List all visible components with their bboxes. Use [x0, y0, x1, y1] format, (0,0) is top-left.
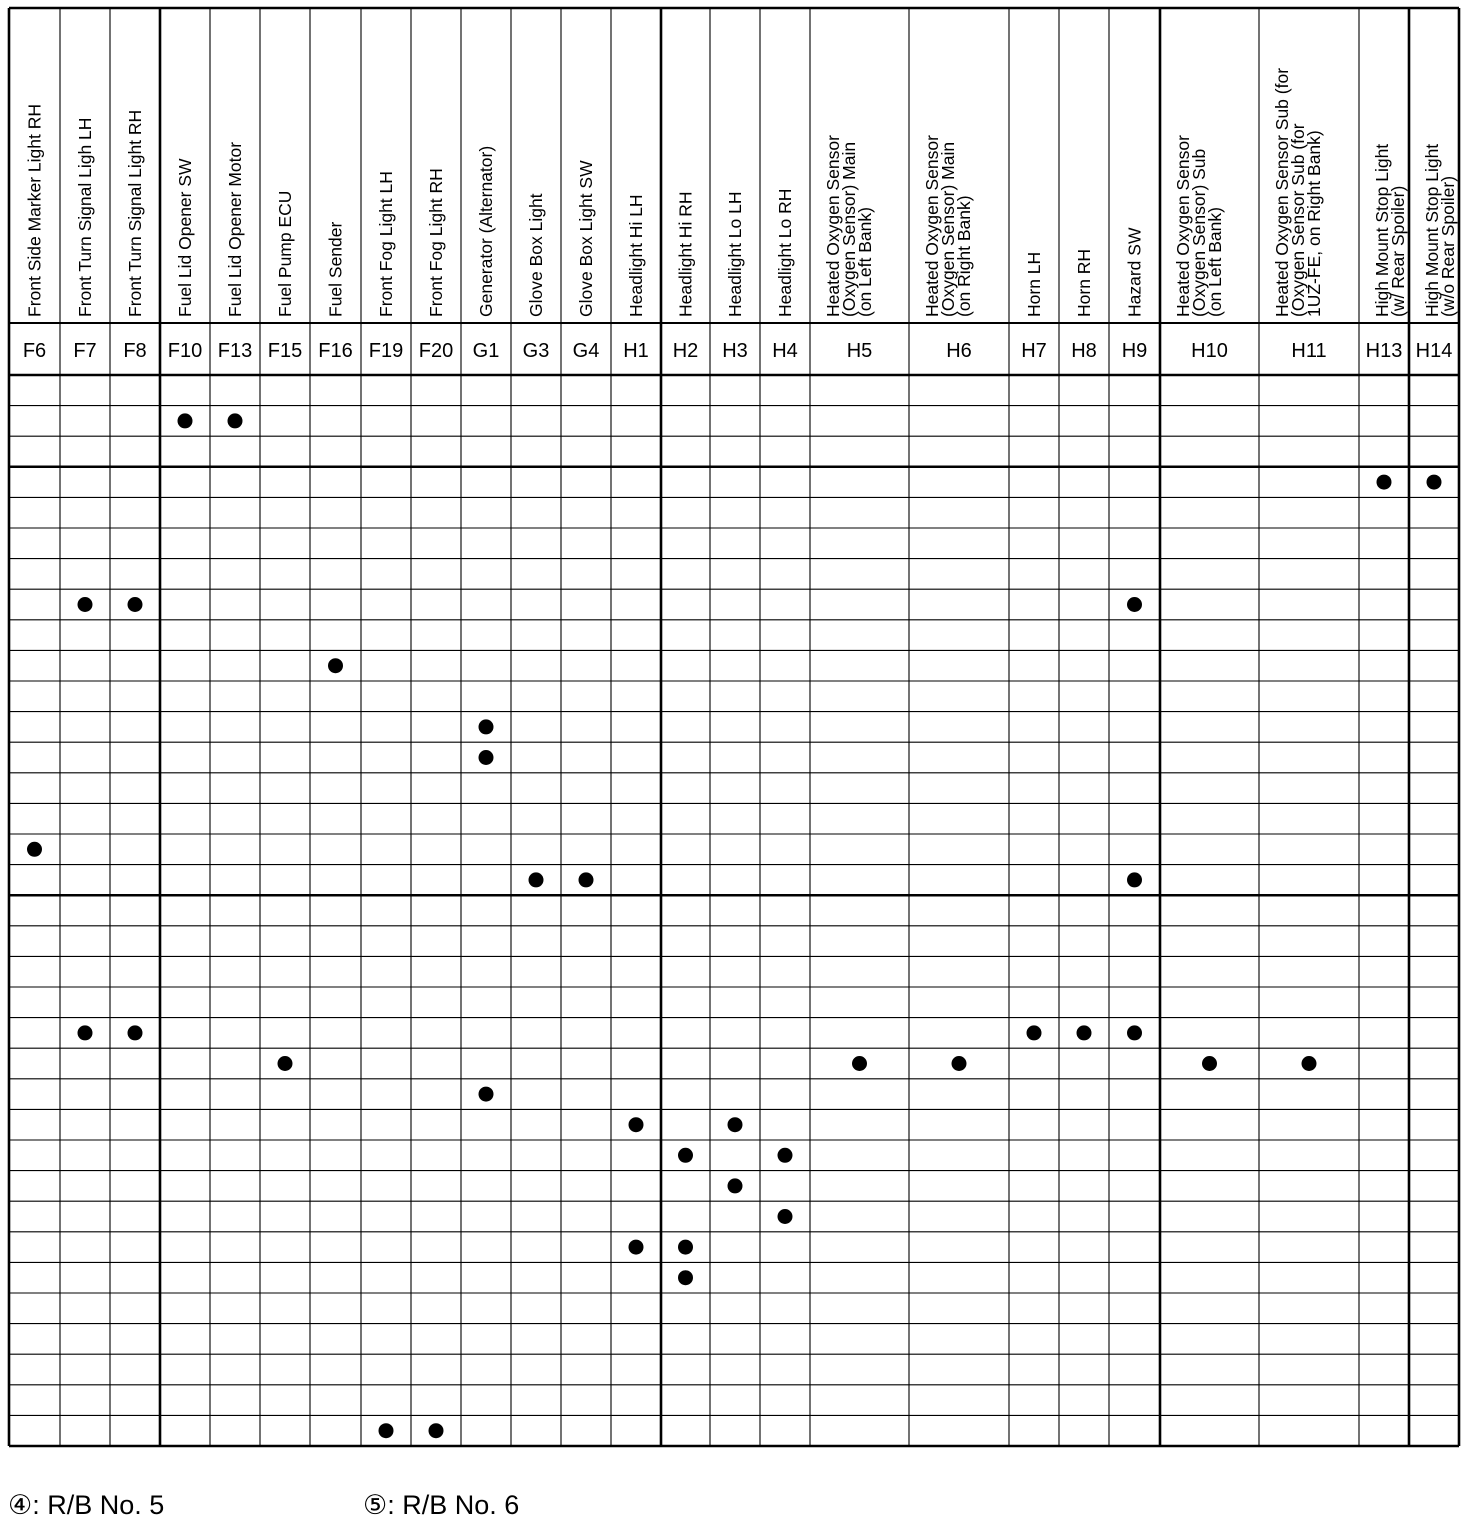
column-header-label: Headlight Lo RH: [775, 188, 795, 317]
connection-dot: [852, 1056, 867, 1071]
column-header-label: (on Left Bank): [855, 207, 875, 317]
column-header-label: Headlight Hi RH: [675, 191, 696, 317]
column-header-label: (Oxygen Sensor) Sub: [1189, 148, 1209, 317]
column-header-label: Horn LH: [1024, 251, 1044, 317]
connection-dot: [1127, 597, 1142, 612]
connection-dot: [479, 750, 494, 765]
connector-code: H7: [1021, 340, 1047, 362]
connection-dot: [78, 597, 93, 612]
connector-code: H13: [1365, 340, 1403, 362]
table-column-headers: [25, 68, 1459, 317]
column-header-label: (on Left Bank): [1205, 207, 1225, 317]
connection-dot: [629, 1240, 644, 1255]
connection-dot: [228, 413, 243, 428]
column-header-label: Heated Oxygen Sensor: [922, 135, 942, 317]
connection-dot: [328, 658, 343, 673]
column-header-label: (Oxygen Sensor) Main: [938, 141, 958, 317]
column-header-label: High Mount Stop Light: [1422, 143, 1442, 317]
connector-code: H11: [1291, 340, 1327, 362]
connection-dot: [1127, 872, 1142, 887]
connection-dot: [579, 872, 594, 887]
column-header-label: (Oxygen Sensor) Main: [839, 141, 859, 317]
column-header-label: Headlight Hi LH: [626, 194, 646, 317]
connection-dot: [128, 597, 143, 612]
connection-dot: [1077, 1025, 1092, 1040]
connector-code: F7: [73, 340, 97, 362]
column-header-label: Hazard SW: [1124, 227, 1145, 317]
connector-code: F6: [22, 340, 47, 362]
column-header-label: (Oxygen Sensor Sub (for: [1288, 123, 1308, 317]
connection-dot: [529, 872, 544, 887]
connection-dot: [479, 1087, 494, 1102]
column-header-label: Front Fog Light RH: [426, 168, 446, 317]
connection-dot: [952, 1056, 967, 1071]
column-header-label: Glove Box Light SW: [576, 160, 596, 317]
connection-dot: [429, 1423, 444, 1438]
connection-dot: [728, 1117, 743, 1132]
connector-code: F8: [123, 340, 147, 362]
connection-dot: [479, 719, 494, 734]
connection-dot: [1377, 475, 1392, 490]
connector-code: H1: [623, 340, 649, 362]
column-header-label: Glove Box Light: [526, 193, 546, 317]
column-header-label: Fuel Lid Opener SW: [175, 158, 195, 317]
legend-rb6: ⑤: R/B No. 6: [363, 1490, 520, 1520]
connection-dot: [178, 413, 193, 428]
connection-dot: [1027, 1025, 1042, 1040]
connector-code: G4: [572, 340, 600, 362]
connector-code: H2: [672, 340, 699, 362]
table-connector-codes: [23, 340, 1453, 362]
column-header-label: Horn RH: [1074, 248, 1094, 317]
column-header-label: Headlight Lo LH: [725, 191, 745, 317]
connection-dot: [1427, 475, 1442, 490]
column-header-label: Fuel Pump ECU: [275, 190, 295, 317]
column-header-label: Front Turn Signal Ligh LH: [75, 117, 95, 317]
connector-code: H8: [1071, 340, 1097, 362]
connection-dot: [27, 842, 42, 857]
connector-code: H3: [722, 340, 748, 362]
legend-rb5: ④: R/B No. 5: [8, 1490, 165, 1520]
column-header-label: Fuel Sender: [325, 221, 346, 317]
connector-code: G3: [522, 340, 550, 362]
connector-code: F16: [318, 340, 353, 362]
column-header-label: Heated Oxygen Sensor Sub (for: [1272, 67, 1292, 317]
column-header-label: Front Turn Signal Light RH: [125, 109, 145, 317]
connector-code: F19: [368, 340, 404, 362]
connector-code: H10: [1191, 340, 1228, 362]
connection-dot: [629, 1117, 644, 1132]
connection-dot: [728, 1178, 743, 1193]
connection-dot: [278, 1056, 293, 1071]
connection-dot: [379, 1423, 394, 1438]
connector-code: F13: [217, 340, 253, 362]
column-header-label: Front Side Marker Light RH: [24, 104, 45, 317]
column-header-label: Front Fog Light LH: [376, 171, 396, 317]
connector-code: H4: [772, 340, 798, 362]
connection-dot: [1302, 1056, 1317, 1071]
connector-code: H14: [1415, 340, 1453, 362]
connector-code: H5: [846, 340, 873, 362]
connection-dot: [778, 1148, 793, 1163]
connection-dot: [678, 1270, 693, 1285]
connector-code: G1: [472, 340, 500, 362]
connection-dot: [678, 1148, 693, 1163]
column-header-label: Heated Oxygen Sensor: [1173, 135, 1193, 317]
column-header-label: 1UZ-FE, on Right Bank): [1304, 130, 1324, 317]
connector-code: F20: [418, 340, 454, 362]
connection-dot: [778, 1209, 793, 1224]
connection-dot: [1202, 1056, 1217, 1071]
connection-dot: [678, 1240, 693, 1255]
column-header-label: High Mount Stop Light: [1372, 143, 1392, 317]
column-header-label: Generator (Alternator): [476, 145, 496, 317]
column-header-label: Fuel Lid Opener Motor: [225, 141, 245, 317]
connector-code: F10: [167, 340, 203, 362]
connector-code: H6: [946, 340, 972, 362]
column-header-label: (w/ Rear Spoiler): [1388, 185, 1408, 317]
connection-dot: [78, 1025, 93, 1040]
column-header-label: (on Right Bank): [954, 195, 974, 317]
connection-dot: [1127, 1025, 1142, 1040]
column-header-label: (w/o Rear Spoiler): [1438, 175, 1458, 317]
connector-code: H9: [1121, 340, 1148, 362]
connector-code: F15: [267, 340, 303, 362]
column-header-label: Heated Oxygen Sensor: [823, 135, 843, 317]
connection-dot: [128, 1025, 143, 1040]
